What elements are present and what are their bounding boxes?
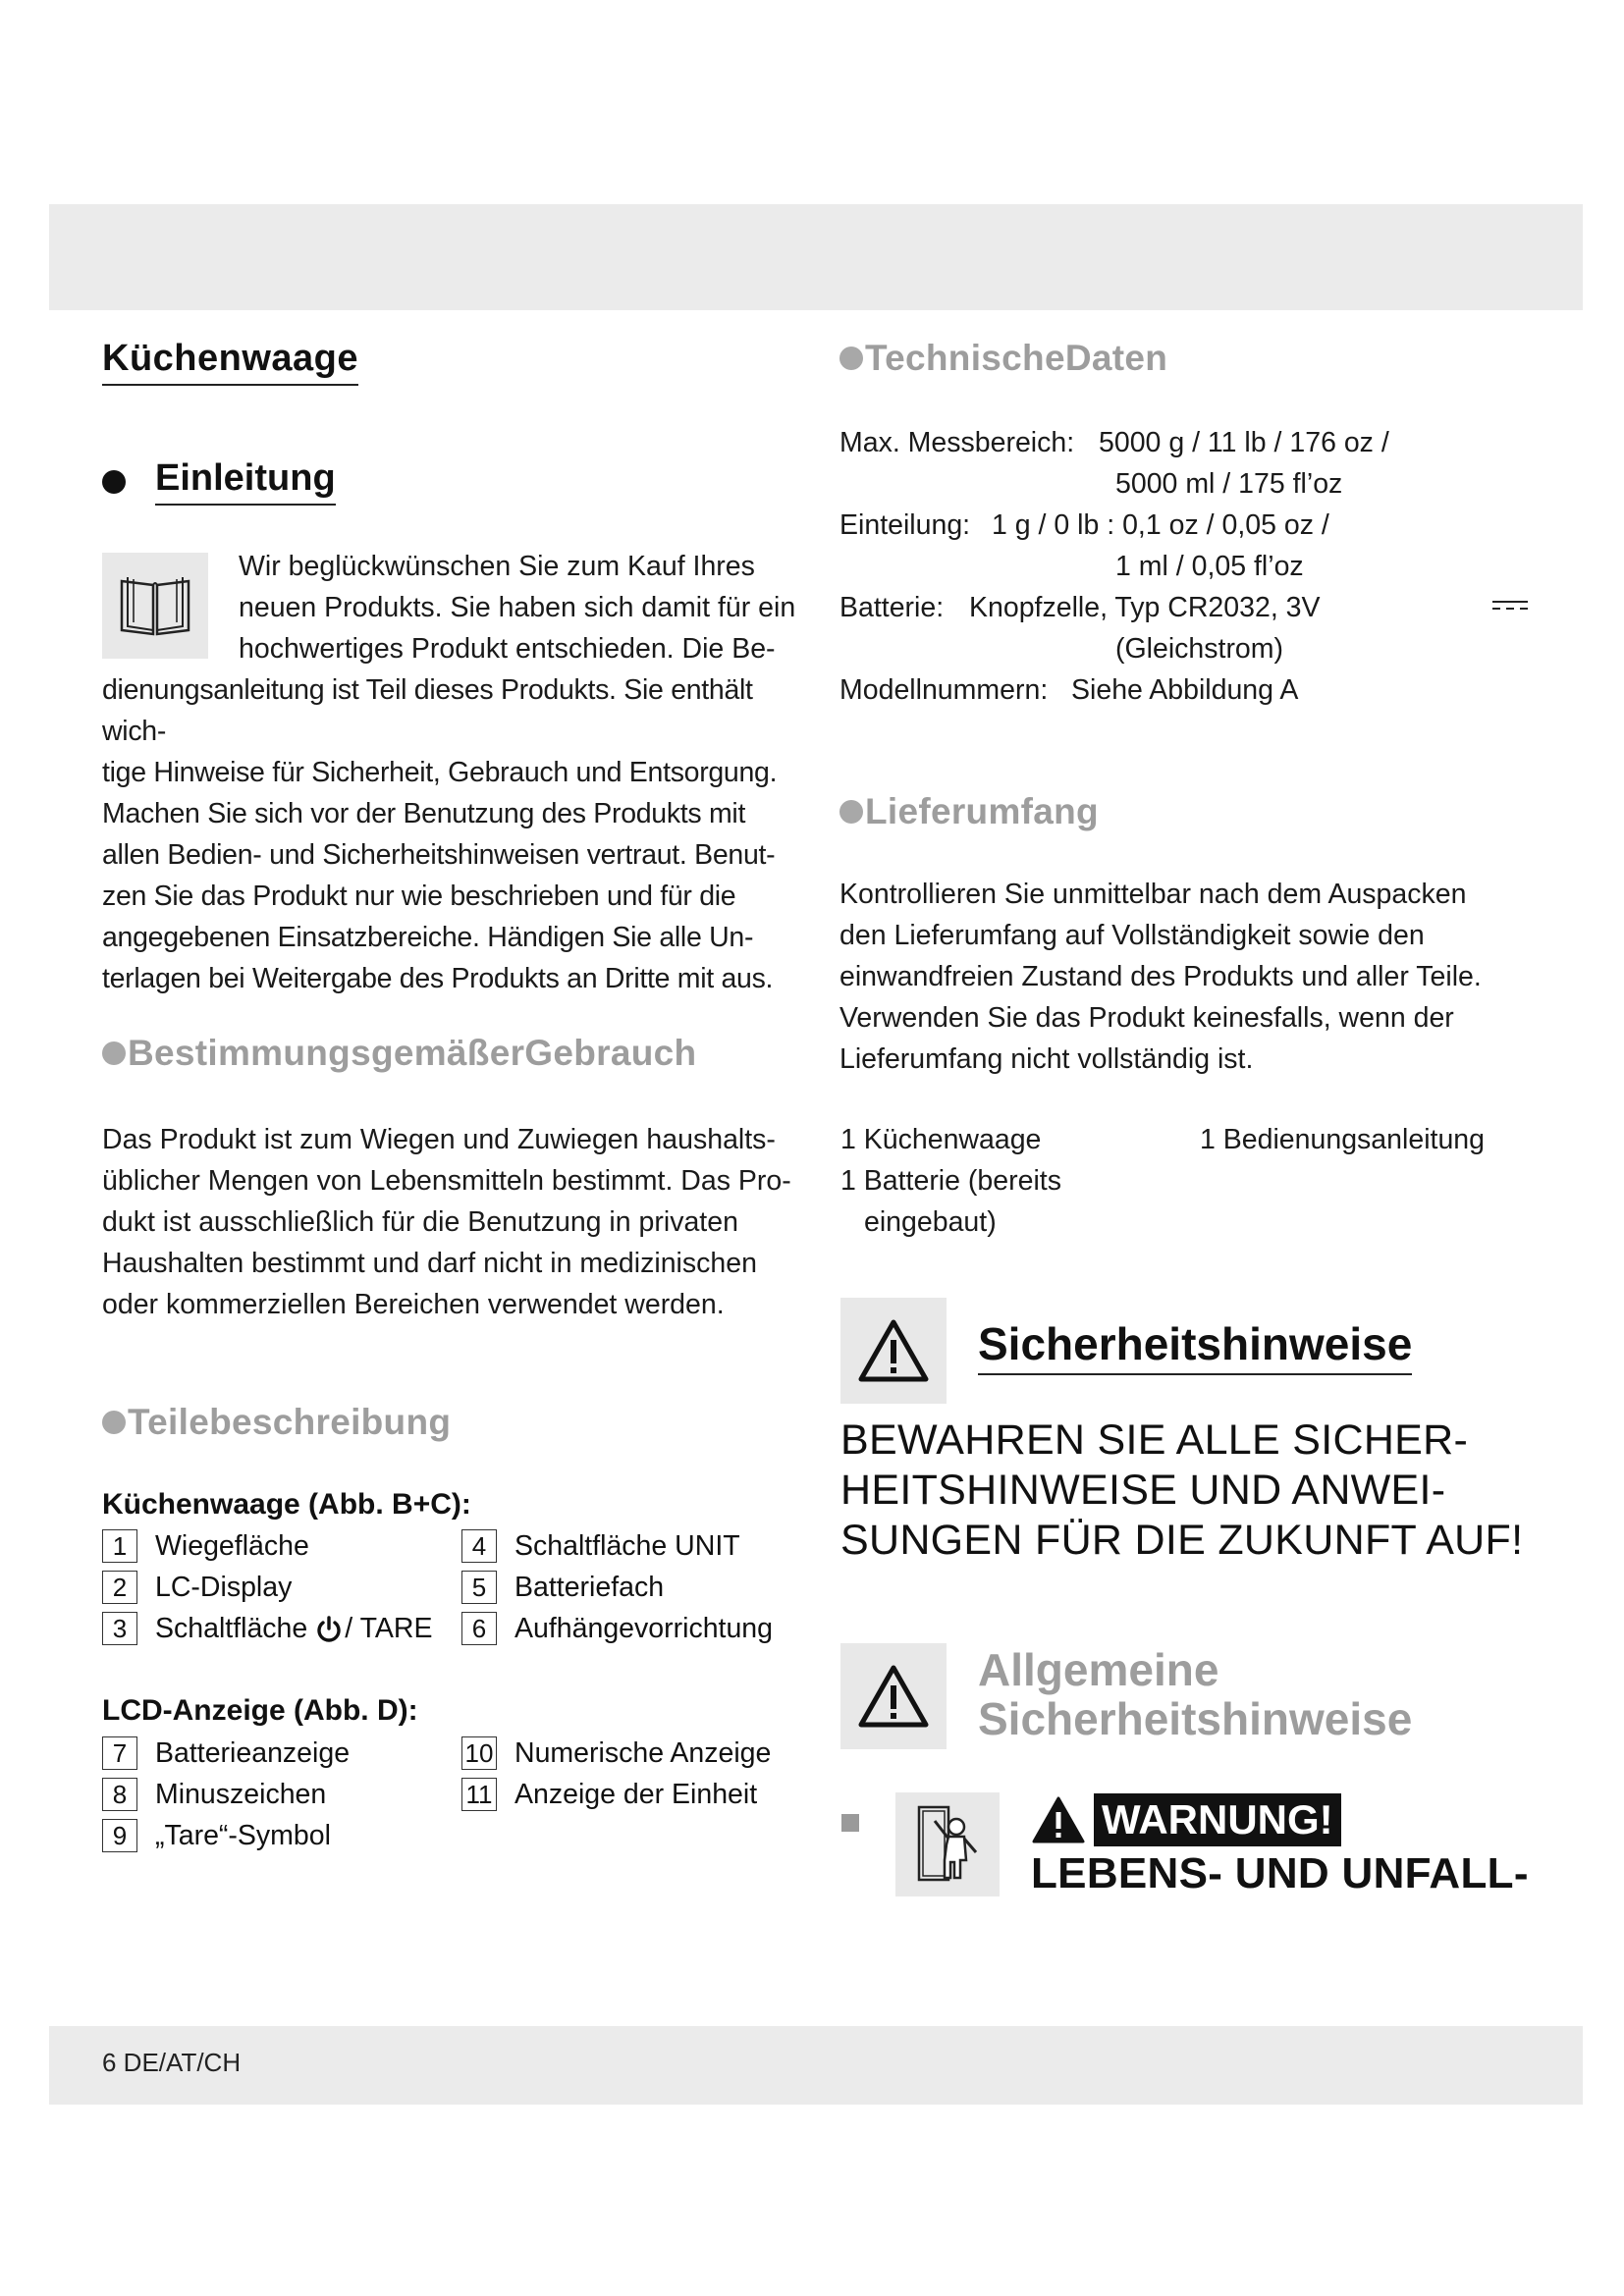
part-label: Schaltfläche — [155, 1612, 308, 1644]
spec-row-cont — [839, 463, 1527, 505]
text-line: Wir beglückwünschen Sie zum Kauf Ihres — [239, 551, 755, 582]
einleitung-heading-text: Einleitung — [155, 457, 336, 506]
list-item — [461, 1608, 815, 1649]
part-label: Anzeige der Einheit — [514, 1778, 758, 1810]
spec-row-cont — [839, 628, 1527, 669]
text-line: Lieferumfang nicht vollständig ist. — [839, 1043, 1254, 1075]
text-line: Haushalten bestimmt und darf nicht in medizinischen — [102, 1248, 757, 1279]
part-label: Batteriefach — [514, 1571, 665, 1603]
warning-triangle-icon — [840, 1298, 947, 1404]
text-line: einwandfreien Zustand des Produkts und aller Teile. — [839, 961, 1482, 992]
square-bullet-icon — [841, 1814, 859, 1832]
lieferumfang-body — [839, 874, 1546, 1080]
spec-row — [839, 669, 1527, 711]
text-line: BEWAHREN SIE ALLE SICHER- — [840, 1416, 1469, 1464]
spec-value: (Gleichstrom) — [1115, 633, 1284, 665]
list-item: 1 Küchenwaage — [840, 1124, 1042, 1155]
part-number: 6 — [461, 1612, 497, 1645]
part-number: 11 — [461, 1778, 497, 1811]
bullet-icon — [102, 1411, 126, 1434]
text-line: neuen Produkts. Sie haben sich damit für ein — [239, 592, 796, 623]
text-line: Verwenden Sie das Produkt keinesfalls, wenn der — [839, 1002, 1454, 1034]
part-label: LC-Display — [155, 1571, 293, 1603]
spec-value: 5000 g / 11 lb / 176 oz / — [1099, 427, 1389, 458]
gebrauch-body — [102, 1119, 809, 1325]
safety-heading-text: Sicherheitshinweise — [978, 1318, 1412, 1375]
spec-value: Siehe Abbildung A — [1071, 674, 1299, 706]
text-line: terlagen bei Weitergabe des Produkts an Dritte mit aus. — [102, 963, 774, 994]
child-hazard-icon — [895, 1792, 1000, 1896]
teile-heading-text: Teilebeschreibung — [128, 1402, 452, 1442]
part-label: Minuszeichen — [155, 1778, 327, 1810]
lcd-parts-heading: LCD-Anzeige (Abb. D): — [102, 1694, 418, 1727]
warning-badge — [1031, 1792, 1404, 1847]
general-safety-heading — [978, 1645, 1412, 1743]
text-line: Kontrollieren Sie unmittelbar nach dem Auspacken — [839, 879, 1467, 910]
part-label: „Tare“-Symbol — [155, 1819, 331, 1851]
list-item-cont: eingebaut) — [864, 1206, 997, 1238]
part-number: 2 — [102, 1571, 137, 1604]
part-number: 9 — [102, 1819, 137, 1852]
part-number: 10 — [461, 1736, 497, 1770]
spec-row — [839, 587, 1527, 628]
page-title-block — [102, 338, 358, 386]
spec-label: Max. Messbereich: — [839, 427, 1075, 458]
text-line: oder kommerziellen Bereichen verwendet werden. — [102, 1289, 725, 1320]
part-number: 4 — [461, 1529, 497, 1563]
text-line: dienungsanleitung ist Teil dieses Produkts. Sie enthält wich- — [102, 674, 753, 747]
list-item — [102, 1815, 436, 1856]
delivery-items-col1 — [840, 1119, 1174, 1243]
spec-label: Batterie: — [839, 592, 945, 623]
safety-keep-notice — [840, 1415, 1547, 1566]
list-item — [102, 1567, 436, 1608]
scale-parts-col1 — [102, 1525, 436, 1649]
bullet-icon — [839, 347, 863, 370]
text-line: üblicher Mengen von Lebensmitteln bestimmt. Das Pro- — [102, 1165, 791, 1197]
spec-value: 1 ml / 0,05 fl’oz — [1115, 551, 1304, 582]
delivery-items-col2 — [1200, 1119, 1534, 1160]
teile-heading — [102, 1402, 451, 1443]
part-number: 7 — [102, 1736, 137, 1770]
warning-triangle-icon — [840, 1643, 947, 1749]
gebrauch-heading — [102, 1033, 696, 1074]
text-line: allen Bedien- und Sicherheitshinweisen vertraut. Benut- — [102, 839, 776, 871]
part-label: Schaltfläche UNIT — [514, 1529, 740, 1562]
einleitung-intro — [239, 546, 808, 669]
text-line: zen Sie das Produkt nur wie beschrieben und für die — [102, 881, 736, 912]
text-line: angegebenen Einsatzbereiche. Händigen Sie alle Un- — [102, 922, 754, 953]
text-line: Das Produkt ist zum Wiegen und Zuwiegen haushalts- — [102, 1124, 776, 1155]
lcd-parts-col1 — [102, 1733, 436, 1856]
text-line: den Lieferumfang auf Vollständigkeit sowie den — [839, 920, 1425, 951]
part-label: Aufhängevorrichtung — [514, 1612, 774, 1644]
safety-heading — [978, 1317, 1412, 1370]
bullet-icon — [839, 800, 863, 824]
part-number: 5 — [461, 1571, 497, 1604]
lcd-parts-col2 — [461, 1733, 815, 1815]
technische-heading-text: TechnischeDaten — [865, 338, 1168, 378]
einleitung-heading — [102, 457, 336, 506]
text-line: tige Hinweise für Sicherheit, Gebrauch und Entsorgung. — [102, 757, 778, 788]
gebrauch-heading-text: BestimmungsgemäßerGebrauch — [128, 1033, 697, 1073]
header-band — [49, 204, 1583, 310]
part-number: 3 — [102, 1612, 137, 1645]
spec-row-cont — [839, 546, 1527, 587]
text-line: Allgemeine — [978, 1644, 1219, 1695]
lieferumfang-heading-text: Lieferumfang — [865, 791, 1099, 831]
text-line: Sicherheitshinweise — [978, 1693, 1413, 1744]
direct-current-icon — [1491, 599, 1529, 613]
bullet-icon — [102, 470, 126, 494]
list-item — [102, 1608, 436, 1649]
text-line: HEITSHINWEISE UND ANWEI- — [840, 1467, 1446, 1514]
page-number: 6 DE/AT/CH — [102, 2048, 242, 2077]
spec-label: Einteilung: — [839, 509, 971, 541]
einleitung-body — [102, 669, 809, 999]
technical-data — [839, 422, 1527, 711]
list-item — [102, 1525, 436, 1567]
warning-label: WARNUNG! — [1094, 1793, 1341, 1846]
warning-triangle-icon — [1031, 1795, 1086, 1844]
technische-heading — [839, 338, 1167, 379]
list-item: 1 Batterie (bereits — [840, 1165, 1061, 1197]
list-item — [461, 1525, 815, 1567]
book-icon — [102, 553, 208, 659]
scale-parts-col2 — [461, 1525, 815, 1649]
page-title: Küchenwaage — [102, 338, 358, 386]
text-line: Machen Sie sich vor der Benutzung des Produkts mit — [102, 798, 746, 829]
spec-value: Knopfzelle, Typ CR2032, 3V — [969, 592, 1321, 623]
part-label: Numerische Anzeige — [514, 1736, 772, 1769]
text-line: dukt ist ausschließlich für die Benutzung in privaten — [102, 1206, 738, 1238]
spec-value: 1 g / 0 lb : 0,1 oz / 0,05 oz / — [992, 509, 1329, 541]
part-number: 8 — [102, 1778, 137, 1811]
power-icon — [315, 1615, 343, 1642]
spec-value: 5000 ml / 175 fl’oz — [1115, 468, 1343, 500]
list-item: 1 Bedienungsanleitung — [1200, 1124, 1485, 1155]
spec-label: Modellnummern: — [839, 674, 1049, 706]
spec-row — [839, 505, 1527, 546]
list-item — [461, 1733, 815, 1774]
part-label: Wiegefläche — [155, 1529, 309, 1562]
bullet-icon — [102, 1041, 126, 1065]
list-item — [102, 1733, 436, 1774]
scale-parts-heading: Küchenwaage (Abb. B+C): — [102, 1488, 471, 1521]
list-item — [102, 1774, 436, 1815]
footer-band — [49, 2026, 1583, 2105]
list-item — [461, 1567, 815, 1608]
text-line: SUNGEN FÜR DIE ZUKUNFT AUF! — [840, 1517, 1524, 1564]
warning-text: LEBENS- UND UNFALL- — [1031, 1849, 1529, 1897]
text-line: hochwertiges Produkt entschieden. Die Be- — [239, 633, 776, 665]
lieferumfang-heading — [839, 791, 1099, 832]
part-label: / TARE — [345, 1612, 433, 1644]
part-number: 1 — [102, 1529, 137, 1563]
spec-row — [839, 422, 1527, 463]
part-label: Batterieanzeige — [155, 1736, 351, 1769]
list-item — [461, 1774, 815, 1815]
